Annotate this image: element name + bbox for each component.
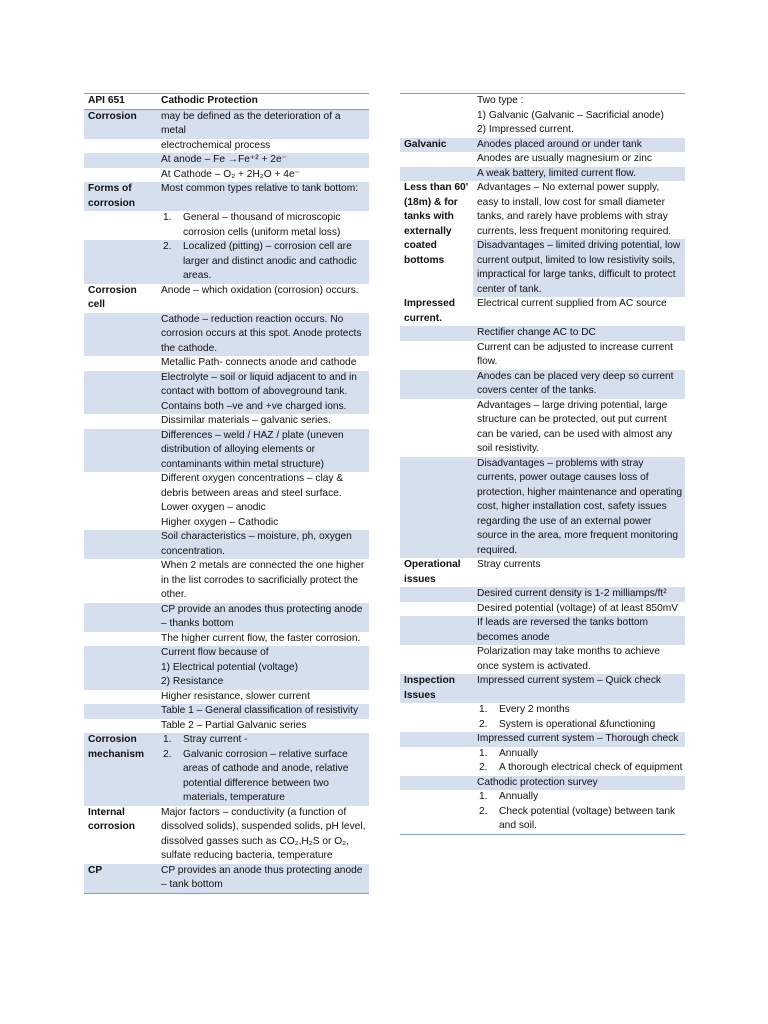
row-value: [157, 704, 369, 719]
row-key: Impressed current.: [404, 298, 455, 324]
table-row: [400, 138, 685, 153]
row-value: [473, 558, 685, 587]
cell-line: Lower oxygen – anodic: [161, 502, 266, 513]
row-key: [84, 646, 157, 690]
row-key: [84, 719, 157, 734]
cell-line: Polarization may take months to achieve once system is activated.: [477, 646, 660, 672]
cell-line: Current flow because of: [161, 647, 269, 658]
row-value: [473, 616, 685, 645]
cell-line: Current can be adjusted to increase current flow.: [477, 341, 673, 367]
table-row: [84, 240, 369, 284]
table-row: [84, 109, 369, 139]
table-header: [84, 94, 369, 110]
table-row: [84, 559, 369, 603]
row-value: [157, 472, 369, 530]
row-key: [84, 472, 157, 530]
list-item: [477, 761, 683, 776]
row-value: [473, 747, 685, 776]
row-value: [473, 181, 685, 239]
cell-line: Contains both –ve and +ve charged ions.: [161, 400, 347, 412]
row-key: [400, 616, 473, 645]
row-value: [157, 632, 369, 647]
table-row: [84, 182, 369, 211]
list-text: Annually: [499, 747, 539, 759]
table-row: [400, 776, 685, 791]
list-text: Every 2 months: [499, 704, 570, 715]
table-row: [84, 429, 369, 473]
list-text: Annually: [499, 791, 539, 802]
table-row: [84, 733, 369, 806]
cell-line: Cathodic protection survey: [477, 776, 598, 788]
left-table: [84, 93, 369, 894]
cell-line: Anode – which oxidation (corrosion) occurs.: [161, 284, 359, 296]
row-key: [84, 153, 157, 168]
table-row: [84, 704, 369, 719]
table-row: [84, 690, 369, 705]
cell-line: Disadvantages – problems with stray currents, power outage causes loss of protection, higher maintenance and operating cost, higher installation cost, safety issues regarding the use of an external power source in the area, more frequent monitoring required.: [477, 457, 683, 556]
row-key: [84, 429, 157, 473]
list-text: General – thousand of microscopic corrosion cells (uniform metal loss): [183, 212, 341, 238]
row-key: [84, 211, 157, 240]
row-key: [400, 94, 473, 138]
cell-line: Table 1 – General classification of resistivity: [161, 705, 359, 716]
cell-line: Stray currents: [477, 559, 541, 570]
row-key: [84, 313, 157, 357]
cell-line: Anodes are usually magnesium or zinc: [477, 153, 652, 164]
table-row: [400, 457, 685, 559]
row-key: Corrosion: [84, 109, 157, 139]
row-key: [400, 152, 473, 167]
table-row: [84, 153, 369, 168]
cell-line: Anodes placed around or under tank: [477, 138, 642, 150]
cell-line: 2) Resistance: [161, 676, 224, 687]
row-key: [400, 747, 473, 776]
row-value: [473, 94, 685, 138]
row-key: Inspection Issues: [400, 674, 473, 703]
cell-line: Table 2 – Partial Galvanic series: [161, 719, 307, 731]
cell-line: CP provide an anodes thus protecting anode – thanks bottom: [161, 603, 363, 629]
row-value: [157, 646, 369, 690]
list-number: 2.: [163, 748, 172, 760]
table-row: [400, 747, 685, 776]
row-key: [400, 167, 473, 182]
row-key: [400, 587, 473, 602]
row-value: [473, 790, 685, 834]
row-key: [84, 139, 157, 154]
cell-line: Soil characteristics – moisture, ph, oxygen concentration.: [161, 531, 352, 557]
cell-line: Advantages – No external power supply, easy to install, low cost for small diameter tanks, and rarely have problems with stray currents, less frequent monitoring required.: [477, 182, 672, 237]
list-item: [477, 805, 683, 834]
list-text: Stray current -: [183, 734, 248, 745]
row-key: [400, 790, 473, 834]
row-value: [473, 167, 685, 182]
row-value: [473, 602, 685, 617]
row-key: Forms of corrosion: [84, 182, 157, 211]
row-value: [473, 645, 685, 674]
cell-line: 2) Impressed current.: [477, 124, 574, 135]
list-number: 1.: [479, 747, 488, 759]
table-row: [400, 616, 685, 645]
table-row: [400, 152, 685, 167]
table-row: [84, 646, 369, 690]
cell-line: Dissimilar materials – galvanic series.: [161, 415, 331, 426]
row-key: [400, 703, 473, 732]
list-number: 1.: [163, 734, 172, 745]
row-key: [84, 356, 157, 371]
cell-line: Advantages – large driving potential, large structure can be protected, out put current can be varied, can be used with almost any soil resistivity.: [477, 399, 673, 454]
list-text: Galvanic corrosion – relative surface areas of cathode and anode, relative potential difference between two materials, temperature: [183, 748, 349, 803]
table-row: [400, 732, 685, 747]
row-key: [84, 559, 157, 603]
row-key: [400, 457, 473, 559]
table-row: [400, 370, 685, 399]
list-number: 2.: [479, 805, 488, 817]
row-key: [400, 370, 473, 399]
row-key: [84, 371, 157, 415]
cell-line: Cathode – reduction reaction occurs. No corrosion occurs at this spot. Anode protects the cathode.: [161, 313, 362, 354]
row-value: [157, 530, 369, 559]
table-row: [400, 602, 685, 617]
list-number: 1.: [479, 704, 488, 715]
table-row: [84, 139, 369, 154]
row-key: Corrosion mechanism: [84, 733, 157, 806]
row-value: [157, 211, 369, 240]
table-row: [84, 603, 369, 632]
cell-line: Desired current density is 1-2 milliamps/ft²: [477, 588, 667, 599]
cell-line: Cathodic Protection: [161, 95, 258, 106]
table-row: [84, 414, 369, 429]
row-key: [84, 530, 157, 559]
cell-line: Major factors – conductivity (a function of dissolved solids), suspended solids, pH level, dissolved gasses such as CO₂,H₂S or O₂, sulfate reducing bacteria, temperature: [161, 806, 366, 861]
list-item: [161, 748, 367, 806]
cell-line: may be defined as the deterioration of a metal: [161, 110, 341, 136]
table-row: [400, 94, 685, 138]
list-text: Check potential (voltage) between tank and soil.: [499, 805, 676, 831]
row-value: [473, 138, 685, 153]
table-row: [84, 284, 369, 313]
row-key: Less than 60' (18m) & for tanks with externally coated bottoms: [400, 181, 473, 297]
table-row: [84, 313, 369, 357]
row-value: [157, 313, 369, 357]
row-key: [400, 602, 473, 617]
cell-line: Two type :: [477, 95, 524, 106]
cell-line: Differences – weld / HAZ / plate (uneven distribution of alloying elements or contaminants within metal structure): [161, 429, 344, 470]
table-row: [84, 719, 369, 734]
cell-line: Electrical current supplied from AC source: [477, 298, 667, 309]
row-key: [400, 341, 473, 370]
row-key: Galvanic: [400, 138, 473, 153]
row-value: [157, 733, 369, 806]
cell-line: Higher oxygen – Cathodic: [161, 516, 279, 528]
row-value: [473, 674, 685, 703]
cell-line: Electrolyte – soil or liquid adjacent to and in contact with bottom of aboveground tank.: [161, 371, 357, 397]
row-key: [84, 603, 157, 632]
row-value: [473, 152, 685, 167]
row-key: CP: [84, 864, 157, 894]
row-value: [473, 399, 685, 457]
row-key: Internal corrosion: [88, 806, 135, 832]
row-key: [84, 704, 157, 719]
cell-line: Impressed current system – Thorough check: [477, 733, 679, 744]
row-key: [84, 168, 157, 183]
row-key: [400, 732, 473, 747]
cell-line: Most common types relative to tank bottom:: [161, 183, 359, 194]
list-item: [477, 790, 683, 805]
list-item: [161, 211, 367, 240]
cell-line: Different oxygen concentrations – clay & debris between areas and steel surface.: [161, 473, 344, 499]
row-value: [473, 587, 685, 602]
cell-line: 1) Electrical potential (voltage): [161, 661, 299, 673]
row-key: [84, 632, 157, 647]
list-number: 2.: [479, 762, 488, 773]
row-value: [473, 341, 685, 370]
list-number: 1.: [163, 212, 172, 223]
row-value: [157, 94, 369, 110]
row-value: [157, 806, 369, 864]
row-value: Disadvantages – limited driving potential, low current output, limited to low resistivity soils, impractical for large tanks, difficult to protect center of tank.: [473, 239, 685, 297]
list-text: Localized (pitting) – corrosion cell are larger and distinct anodic and cathodic areas.: [183, 241, 357, 281]
row-value: [157, 153, 369, 168]
row-key: Operational issues: [404, 559, 461, 585]
row-key: [84, 414, 157, 429]
table-row: [84, 530, 369, 559]
table-row: [400, 181, 685, 239]
cell-line: At Cathode – O₂ + 2H₂O + 4e⁻: [161, 168, 301, 180]
right-table: [400, 93, 685, 835]
table-row: [400, 703, 685, 732]
row-value: [157, 603, 369, 632]
row-value: [157, 139, 369, 154]
table-row: [400, 587, 685, 602]
row-value: [473, 297, 685, 326]
row-value: [473, 703, 685, 732]
row-value: [157, 168, 369, 183]
list-item: [477, 718, 683, 733]
list-item: [161, 733, 367, 748]
row-value: [157, 284, 369, 313]
cell-line: electrochemical process: [161, 139, 271, 151]
row-value: [157, 371, 369, 415]
row-value: [473, 370, 685, 399]
list-item: [477, 747, 683, 762]
table-row: [84, 806, 369, 864]
list-item: [477, 703, 683, 718]
cell-line: If leads are reversed the tanks bottom becomes anode: [477, 617, 649, 643]
list-item: [161, 240, 367, 284]
row-value: [157, 182, 369, 211]
cell-line: A weak battery, limited current flow.: [477, 167, 636, 179]
cell-line: At anode – Fe →Fe⁺² + 2e⁻: [161, 154, 287, 165]
row-value: [473, 776, 685, 791]
row-value: [473, 457, 685, 559]
list-number: 2.: [479, 718, 488, 730]
cell-line: Higher resistance, slower current: [161, 690, 310, 702]
table-row: [84, 356, 369, 371]
row-value: [473, 326, 685, 341]
row-value: [157, 414, 369, 429]
row-value: [157, 690, 369, 705]
cell-line: CP provides an anode thus protecting anode – tank bottom: [161, 864, 363, 890]
row-value: [157, 864, 369, 894]
row-key: Corrosion cell: [88, 284, 137, 310]
list-number: 2.: [163, 241, 172, 252]
cell-line: Metallic Path- connects anode and cathode: [161, 357, 357, 368]
list-number: 1.: [479, 791, 488, 802]
row-key: API 651: [84, 94, 157, 110]
cell-line: 1) Galvanic (Galvanic – Sacrificial anode): [477, 109, 664, 121]
table-row: [400, 297, 685, 326]
row-key: [400, 776, 473, 791]
table-row: [84, 211, 369, 240]
row-value: [157, 109, 369, 139]
table-row: [400, 341, 685, 370]
table-row: [84, 472, 369, 530]
table-row: [400, 558, 685, 587]
table-row: [400, 326, 685, 341]
row-value: [473, 732, 685, 747]
list-text: A thorough electrical check of equipment: [499, 762, 683, 773]
row-key: [400, 326, 473, 341]
cell-line: When 2 metals are connected the one higher in the list corrodes to sacrificially protect the other.: [161, 560, 365, 600]
row-value: [157, 429, 369, 473]
row-value: [157, 559, 369, 603]
table-row: [400, 674, 685, 703]
row-key: [84, 690, 157, 705]
table-row: [84, 168, 369, 183]
table-row: [84, 371, 369, 415]
row-value: [157, 240, 369, 284]
row-key: [400, 399, 473, 457]
cell-line: Anodes can be placed very deep so current covers center of the tanks.: [477, 370, 674, 396]
row-value: [157, 356, 369, 371]
table-row: [400, 167, 685, 182]
cell-line: Desired potential (voltage) of at least 850mV: [477, 602, 679, 614]
cell-line: Impressed current system – Quick check: [477, 675, 662, 686]
row-value: [157, 719, 369, 734]
list-text: System is operational &functioning: [499, 718, 656, 730]
table-row: [84, 864, 369, 894]
table-row: [400, 399, 685, 457]
table-row: [400, 645, 685, 674]
cell-line: Rectifier change AC to DC: [477, 327, 596, 338]
row-key: [84, 240, 157, 284]
cell-line: The higher current flow, the faster corrosion.: [161, 632, 361, 644]
table-row: [400, 790, 685, 834]
table-row: [84, 632, 369, 647]
row-key: [400, 645, 473, 674]
